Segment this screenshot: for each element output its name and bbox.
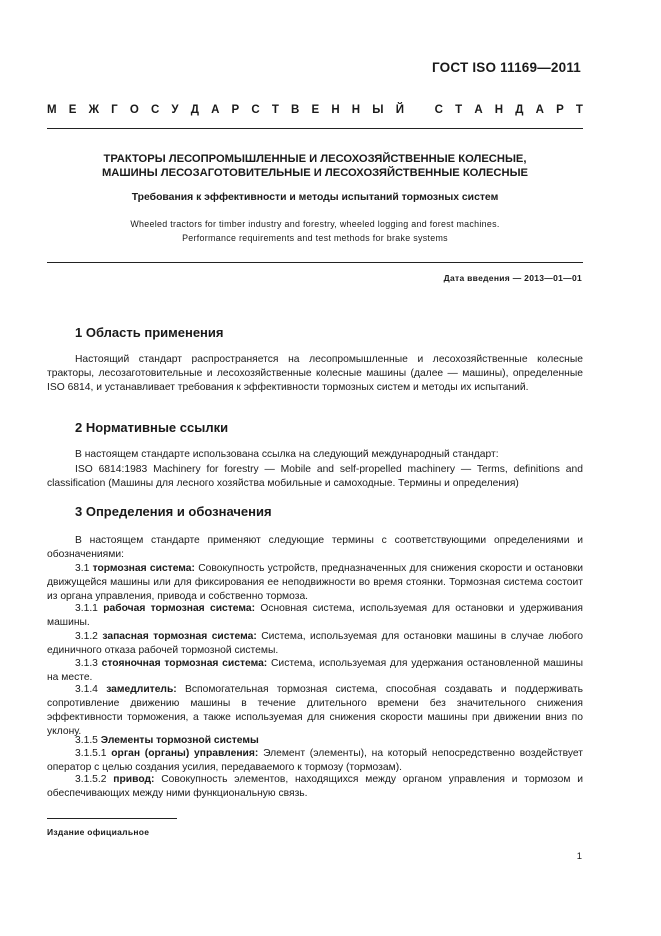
interstate-letter: Н — [331, 104, 340, 116]
edition-note: Издание официальное — [47, 827, 150, 837]
interstate-letter: В — [291, 104, 300, 116]
interstate-letter: Н — [351, 104, 361, 116]
section-2-heading: 2 Нормативные ссылки — [75, 420, 229, 435]
definition-3-1-3: 3.1.3 стояночная тормозная система: Система, используемая для удержания остановленной машины на месте. — [47, 658, 583, 683]
interstate-letter: А — [535, 104, 544, 116]
interstate-letter: Г — [111, 104, 118, 116]
interstate-letter: Р — [556, 104, 564, 116]
definition-3-1-2: 3.1.2 запасная тормозная система: Система, используемая для остановки машины в случае любого единичного отказа рабочей тормозной системы. — [47, 631, 583, 656]
interstate-letter: Т — [575, 104, 583, 116]
introduction-date: Дата введения — 2013—01—01 — [443, 273, 582, 283]
interstate-letter: Е — [311, 104, 320, 116]
interstate-letter: А — [474, 104, 483, 116]
definition-3-1-5-2: 3.1.5.2 привод: Совокупность элементов, находящихся между органом управления и тормозом и обеспечивающих между ними функциональную связь. — [47, 774, 583, 799]
interstate-letter: Ж — [88, 104, 99, 116]
middle-divider — [47, 262, 583, 263]
section-1-heading: 1 Область применения — [75, 325, 224, 340]
interstate-standard-banner — [47, 104, 583, 116]
interstate-letter: С — [150, 104, 160, 116]
standard-code: ГОСТ ISO 11169—2011 — [431, 60, 581, 75]
document-title-line-2: МАШИНЫ ЛЕСОЗАГОТОВИТЕЛЬНЫЕ И ЛЕСОХОЗЯЙСТВЕННЫЕ КОЛЕСНЫЕ — [101, 167, 528, 179]
definition-3-1-5: 3.1.5 Элементы тормозной системы — [75, 735, 259, 746]
interstate-letter: Т — [455, 104, 463, 116]
section-2-reference: ISO 6814:1983 Machinery for forestry — Mobile and self-propelled machinery — Terms, definitions and classification (Машины для лесного хозяйства мобильные и самоходные. Термины и определения) — [47, 464, 583, 489]
interstate-letter: А — [211, 104, 220, 116]
interstate-letter: Н — [494, 104, 504, 116]
interstate-letter: Д — [515, 104, 524, 116]
top-divider — [47, 128, 583, 129]
section-3-heading: 3 Определения и обозначения — [75, 504, 272, 519]
definition-3-1: 3.1 тормозная система: Совокупность устройств, предназначенных для снижения скорости и остановки движущейся машины или для фиксирования ее неподвижности во время стоянки. Тормозная система состоит из органа управления, привода и собственно тормоза. — [47, 563, 583, 602]
interstate-letter: М — [47, 104, 57, 116]
section-2-paragraph-1: В настоящем стандарте использована ссылка на следующий международный стандарт: — [75, 449, 499, 460]
interstate-letter: У — [171, 104, 179, 116]
interstate-letter: С — [251, 104, 260, 116]
interstate-letter: Е — [68, 104, 77, 116]
interstate-letter: Д — [190, 104, 199, 116]
footer-divider — [47, 818, 177, 819]
document-subtitle: Требования к эффективности и методы испытаний тормозных систем — [131, 192, 499, 203]
interstate-letter: Р — [231, 104, 240, 116]
interstate-letter: О — [129, 104, 139, 116]
definition-3-1-4: 3.1.4 замедлитель: Вспомогательная тормозная система, способная создавать и поддерживать сопротивление движению машины в течение длительного времени без значительного снижения эффективности торможения, а также используемая для снижения скорости машины при движении вниз по уклону. — [47, 684, 583, 737]
interstate-letter: Й — [395, 104, 404, 116]
interstate-letter: Т — [271, 104, 279, 116]
document-title-line-1: ТРАКТОРЫ ЛЕСОПРОМЫШЛЕННЫЕ И ЛЕСОХОЗЯЙСТВЕННЫЕ КОЛЕСНЫЕ, — [103, 153, 527, 165]
section-3-intro: В настоящем стандарте применяют следующие термины с соответствующими определениями и обозначениями: — [47, 535, 583, 560]
section-1-paragraph: Настоящий стандарт распространяется на лесопромышленные и лесохозяйственные колесные тракторы, лесозаготовительные и лесохозяйственные колесные машины (далее — машины), определенные ISO 6814, и устанавливает требования к эффективности тормозных систем и методы их испытаний. — [47, 354, 583, 393]
interstate-letter — [416, 104, 422, 116]
interstate-letter: С — [434, 104, 443, 116]
english-title-line-2: Performance requirements and test methods for brake systems — [182, 233, 448, 243]
english-title-line-1: Wheeled tractors for timber industry and forestry, wheeled logging and forest machines. — [130, 219, 500, 229]
interstate-letter: Ы — [372, 104, 384, 116]
definition-3-1-1: 3.1.1 рабочая тормозная система: Основная система, используемая для остановки и удерживания машины. — [47, 603, 583, 628]
definition-3-1-5-1: 3.1.5.1 орган (органы) управления: Элемент (элементы), на который непосредственно воздействует оператор с целью создания усилия, передаваемого к тормозу (тормозам). — [47, 748, 583, 773]
page-number: 1 — [576, 851, 582, 862]
